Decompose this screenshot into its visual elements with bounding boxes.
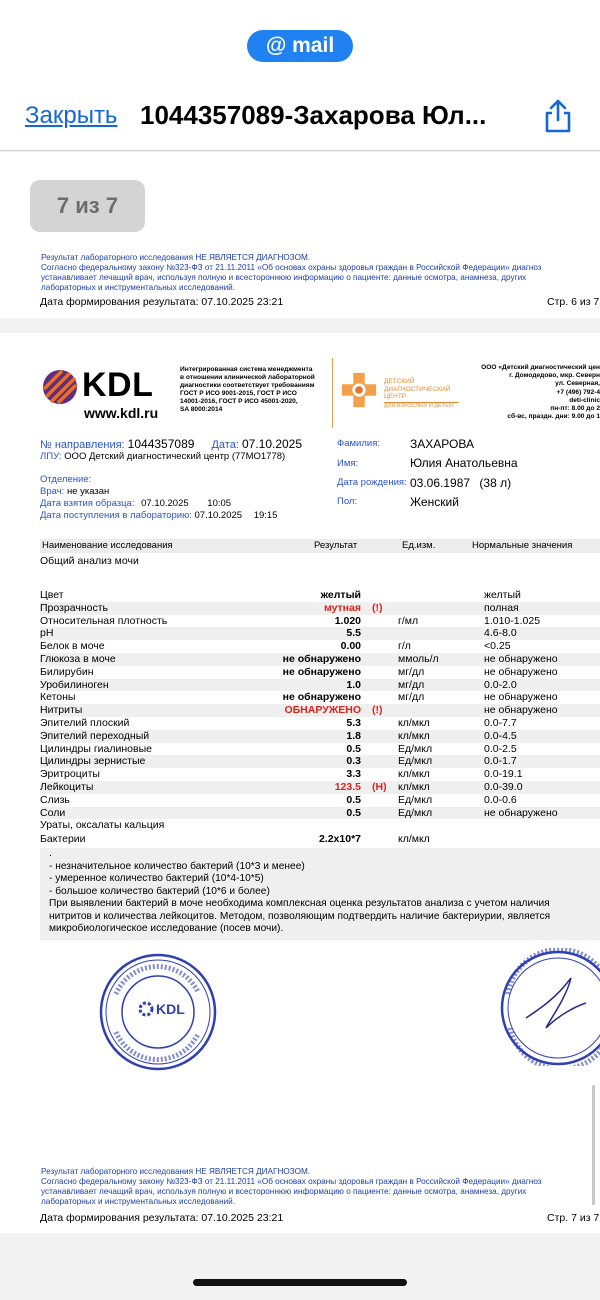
organization-info: ООО «Детский диагностический цен г. Домодедово, мкр. Северн ул. Северная, +7 (496) 792-4 deti-clinic пн-пт: 8.00 до 2 сб-вс, праздн. дни: 9.00 до 1: [481, 364, 600, 421]
table-row: [40, 768, 600, 781]
test-name: Слизь: [40, 793, 70, 806]
test-name: Эпителий плоский: [40, 716, 130, 729]
test-result: мутная: [323, 601, 361, 614]
table-row: [40, 819, 600, 833]
test-name: Ураты, оксалаты кальция: [40, 819, 165, 832]
test-norm: <0.25: [484, 640, 511, 653]
test-unit: кл/мкл: [398, 716, 430, 729]
document-title: 1044357089-Захарова Юл...: [140, 100, 487, 130]
test-norm: 4.6-8.0: [484, 627, 517, 640]
test-unit: ммоль/л: [398, 652, 439, 665]
divider: [332, 358, 333, 428]
doctor-stamp: [496, 948, 600, 1066]
disclaimer: Результат лабораторного исследования НЕ ЯВЛЯЕТСЯ ДИАГНОЗОМ. Согласно федеральному закону №323-ФЗ от 21.11.2011 «Об основах охраны здоровья граждан в Российской Федерации» диагноз устанавливает лечащий врач, используя полную и всестороннюю информацию о пациенте: данные осмотра, анамнеза, других лабораторных и инструментальных исследований.: [41, 253, 542, 292]
test-norm: полная: [484, 601, 519, 614]
dob-label: Дата рождения:: [337, 477, 407, 488]
result-flag: (!): [372, 704, 383, 717]
test-norm: 0.0-19.1: [484, 768, 523, 781]
stamp-kdl-text: KDL: [156, 1001, 185, 1017]
test-norm: 1.010-1.025: [484, 614, 541, 627]
page-number: Стр. 7 из 7: [547, 1212, 600, 1224]
pdf-page-6: [0, 152, 600, 318]
kdl-url: www.kdl.ru: [84, 405, 159, 421]
table-row: [40, 704, 600, 717]
test-result: не обнаружено: [282, 691, 361, 704]
test-result: 1.020: [334, 614, 361, 627]
table-row: [40, 717, 600, 730]
test-unit: мг/дл: [398, 691, 425, 704]
surname: ЗАХАРОВА: [410, 437, 474, 451]
test-norm: 0.0-39.0: [484, 780, 523, 793]
table-row: [40, 781, 600, 794]
test-name: Глюкоза в моче: [40, 652, 116, 665]
sex-label: Пол:: [337, 496, 358, 507]
test-name: Относительная плотность: [40, 614, 168, 627]
test-norm: 0.0-2.0: [484, 678, 517, 691]
test-result: ОБНАРУЖЕНО: [284, 704, 361, 717]
date-of-birth: 03.06.1987 (38 л): [410, 476, 512, 490]
test-norm: не обнаружено: [484, 652, 558, 665]
test-result: не обнаружено: [282, 665, 361, 678]
test-result: 5.3: [346, 716, 361, 729]
test-name: pH: [40, 627, 54, 640]
name-label: Имя:: [337, 458, 359, 469]
test-norm: желтый: [484, 589, 521, 601]
table-row: [40, 615, 600, 628]
test-norm: не обнаружено: [484, 806, 558, 819]
test-name: Билирубин: [40, 665, 94, 678]
formed-date: Дата формирования результата: 07.10.2025 23:21: [40, 296, 284, 308]
test-result: 0.00: [340, 640, 361, 653]
table-row: [40, 679, 600, 692]
top-bar: [0, 0, 600, 151]
test-result: не обнаружено: [282, 652, 361, 665]
doctor: Врач: не указан: [40, 486, 110, 497]
iso-certification: Интегрированная система менеджмента в отношении клинической лабораторной диагностики соответствует требованиям ГОСТ Р ИСО 9001-2015, ГОСТ Р ИСО 14001-2016, ГОСТ Р ИСО 45001-2020, SA 8000:2014: [180, 366, 315, 413]
test-result: 1.8: [346, 729, 361, 742]
test-norm: 0.0-1.7: [484, 755, 517, 768]
test-result: 5.5: [346, 627, 361, 640]
home-indicator[interactable]: [193, 1279, 407, 1286]
table-row: [40, 755, 600, 768]
test-norm: 0.0-4.5: [484, 729, 517, 742]
test-name: Прозрачность: [40, 601, 109, 614]
kdl-logo-icon: [42, 369, 78, 405]
test-unit: кл/мкл: [398, 729, 430, 742]
patient-name: Юлия Анатольевна: [410, 456, 518, 470]
scrollbar[interactable]: [592, 1085, 595, 1205]
referral-number: № направления: 1044357089 Дата: 07.10.2025: [40, 437, 303, 451]
test-name: Цилиндры гиалиновые: [40, 742, 152, 755]
result-flag: (H): [372, 780, 387, 793]
lab-stamp: [98, 952, 218, 1072]
table-row: [40, 589, 600, 602]
table-row: [40, 602, 600, 615]
page-indicator: 7 из 7: [30, 180, 145, 232]
test-norm: 0.0-0.6: [484, 793, 517, 806]
clinic-logo-text: ДЕТСКИЙ ДИАГНОСТИЧЕСКИЙ ЦЕНТР ДЛЯ ВЗРОСЛЫХ И ДЕТЕЙ: [384, 378, 459, 410]
sample-date: Дата взятия образца: 07.10.2025 10:05: [40, 498, 232, 509]
clinic-logo-icon: [340, 370, 378, 410]
test-result: 0.5: [346, 793, 361, 806]
test-result: 0.3: [346, 755, 361, 768]
share-icon[interactable]: [542, 98, 574, 134]
test-unit: г/мл: [398, 614, 419, 627]
table-row: [40, 627, 600, 640]
disclaimer: Результат лабораторного исследования НЕ ЯВЛЯЕТСЯ ДИАГНОЗОМ. Согласно федеральному закону №323-ФЗ от 21.11.2011 «Об основах охраны здоровья граждан в Российской Федерации» диагноз устанавливает лечащий врач, используя полную и всестороннюю информацию о пациенте: данные осмотра, анамнеза, других лабораторных и инструментальных исследований.: [41, 1167, 542, 1206]
test-result: 0.5: [346, 742, 361, 755]
table-row: [40, 730, 600, 743]
mail-app-badge[interactable]: @ mail: [247, 30, 353, 62]
table-row: [40, 653, 600, 666]
test-norm: не обнаружено: [484, 665, 558, 678]
test-name: Эритроциты: [40, 768, 100, 781]
arrival-date: Дата поступления в лабораторию: 07.10.2025 19:15: [40, 510, 278, 521]
test-name: Лейкоциты: [40, 780, 94, 793]
test-norm: 0.0-7.7: [484, 716, 517, 729]
formed-date: Дата формирования результата: 07.10.2025 23:21: [40, 1212, 284, 1224]
test-name: Белок в моче: [40, 640, 105, 653]
surname-label: Фамилия:: [337, 438, 380, 449]
page-number: Стр. 6 из 7: [547, 296, 600, 308]
table-row: [40, 666, 600, 679]
test-result: 1.0: [346, 678, 361, 691]
test-unit: Ед/мкл: [398, 806, 433, 819]
table-row: [40, 743, 600, 756]
table-row: [40, 691, 600, 704]
test-unit: кл/мкл: [398, 833, 430, 846]
lpu: ЛПУ: ООО Детский диагностический центр (77МО1778): [40, 451, 286, 462]
test-name: Нитриты: [40, 704, 83, 717]
test-norm: не обнаружено: [484, 691, 558, 704]
test-unit: Ед/мкл: [398, 755, 433, 768]
test-unit: мг/дл: [398, 665, 425, 678]
test-name: Цвет: [40, 589, 64, 601]
test-name: Кетоны: [40, 691, 76, 704]
test-result: желтый: [320, 589, 361, 601]
test-unit: Ед/мкл: [398, 742, 433, 755]
test-unit: мг/дл: [398, 678, 425, 691]
test-name: Соли: [40, 806, 66, 819]
test-result: 123.5: [334, 780, 361, 793]
test-unit: кл/мкл: [398, 768, 430, 781]
test-unit: кл/мкл: [398, 780, 430, 793]
test-name: Уробилиноген: [40, 678, 109, 691]
table-row: [40, 794, 600, 807]
test-norm: 0.0-2.5: [484, 742, 517, 755]
test-name: Бактерии: [40, 833, 86, 846]
sex: Женский: [410, 495, 459, 509]
results-table: [40, 589, 600, 846]
test-name: Эпителий переходный: [40, 729, 150, 742]
test-unit: г/л: [398, 640, 411, 653]
kdl-logo-text: KDL: [82, 366, 154, 404]
test-result: 2.2x10*7: [318, 833, 361, 846]
test-result: 0.5: [346, 806, 361, 819]
close-button[interactable]: Закрыть: [25, 102, 118, 129]
test-unit: Ед/мкл: [398, 793, 433, 806]
test-group-title: Общий анализ мочи: [40, 555, 139, 567]
table-row: [40, 833, 600, 846]
table-row: [40, 640, 600, 653]
bacteria-notes: . - незначительное количество бактерий (10*3 и менее) - умеренное количество бактерий (10*4-10*5) - большое количество бактерий (10*6 и более) При выявлении бактерий в моче необходима комплексная оценка результатов анализа с учетом наличия нитритов и количества лейкоцитов. Методом, позволяющим подтвердить наличие бактериурии, является микробиологическое исследование (посев мочи).: [40, 848, 600, 940]
table-row: [40, 807, 600, 820]
signature: [526, 978, 586, 1028]
test-norm: не обнаружено: [484, 704, 558, 717]
department-label: Отделение:: [40, 474, 92, 485]
result-flag: (!): [372, 601, 383, 614]
test-result: 3.3: [346, 768, 361, 781]
results-table-header: Наименование исследования Результат Ед.изм. Нормальные значения: [40, 539, 600, 553]
test-name: Цилиндры зернистые: [40, 755, 146, 768]
